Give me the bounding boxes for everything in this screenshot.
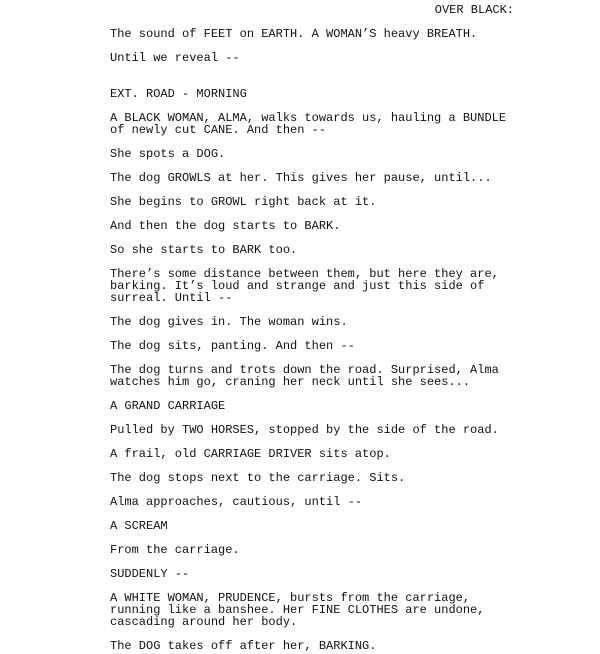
action-line-text: running like a banshee. Her FINE CLOTHES are undone, [110,603,485,617]
action-line [110,472,510,484]
scene-heading-text: EXT. ROAD - MORNING [110,87,247,101]
action-line-text: A frail, old CARRIAGE DRIVER sits atop. [110,447,391,461]
action-line-text: SUDDENLY -- [110,567,190,581]
action-line-text: Until we reveal -- [110,51,240,65]
action-line [110,148,510,160]
action-line-text: of newly cut CANE. And then -- [110,123,327,137]
action-line-text: From the carriage. [110,543,240,557]
action-line-text: The dog gives in. The woman wins. [110,315,348,329]
action-line [110,496,510,508]
action-line-text: watches him go, craning her neck until she sees... [110,375,471,389]
action-line-text: The dog turns and trots down the road. Surprised, Alma [110,363,499,377]
action-line [110,244,510,256]
transition-over-black: OVER BLACK: [434,3,514,17]
action-line-text: She spots a DOG. [110,147,226,161]
action-line [110,400,510,412]
action-line-text: The dog sits, panting. And then -- [110,339,355,353]
action-line-text: surreal. Until -- [110,291,233,305]
action-line-text: Alma approaches, cautious, until -- [110,495,363,509]
action-line-text: There’s some distance between them, but here they are, [110,267,499,281]
action-line [110,520,510,532]
action-line [110,568,510,580]
action-line [110,544,510,556]
action-line-text: So she starts to BARK too. [110,243,298,257]
scene-heading [110,88,510,100]
action-paragraph [110,364,510,388]
action-paragraph [110,592,510,628]
action-line [110,340,510,352]
action-line-text: A WHITE WOMAN, PRUDENCE, bursts from the carriage, [110,591,471,605]
action-line [110,52,510,64]
action-line-text: She begins to GROWL right back at it. [110,195,377,209]
action-line-text: The sound of FEET on EARTH. A WOMAN’S heavy BREATH. [110,27,478,41]
action-line [110,424,510,436]
action-line-text: And then the dog starts to BARK. [110,219,341,233]
action-line-text: A SCREAM [110,519,168,533]
action-line [110,172,510,184]
action-line [110,316,510,328]
action-line-text: The DOG takes off after her, BARKING. [110,639,377,653]
action-line [110,448,510,460]
action-line-text: The dog stops next to the carriage. Sits. [110,471,406,485]
action-line [110,220,510,232]
action-paragraph [110,268,510,304]
action-line [110,640,510,652]
action-line-text: A BLACK WOMAN, ALMA, walks towards us, hauling a BUNDLE [110,111,507,125]
action-line [110,28,510,40]
action-paragraph [110,112,510,136]
action-line-text: barking. It’s loud and strange and just this side of [110,279,485,293]
action-line [110,196,510,208]
action-line-text: Pulled by TWO HORSES, stopped by the side of the road. [110,423,499,437]
action-line-text: The dog GROWLS at her. This gives her pause, until... [110,171,492,185]
action-line-text: cascading around her body. [110,615,298,629]
action-line-text: A GRAND CARRIAGE [110,399,226,413]
